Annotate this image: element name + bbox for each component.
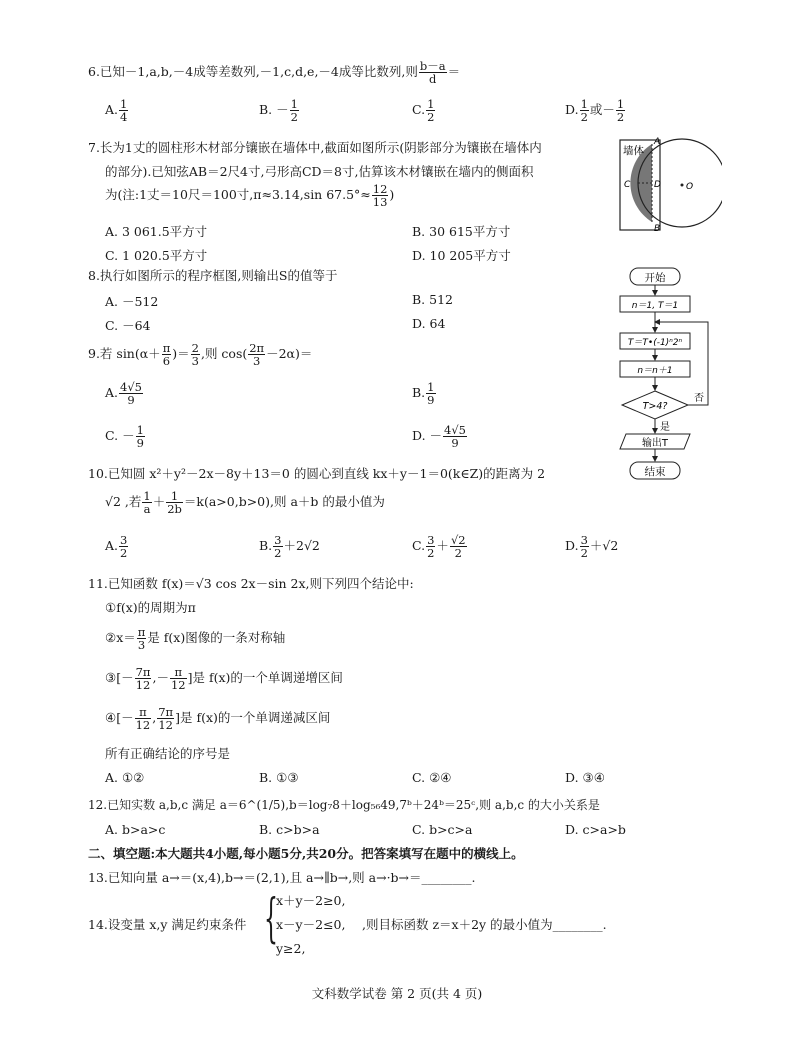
frac-num: 3 bbox=[427, 533, 435, 547]
claim-b: ]是 f(x)的一个单调递减区间 bbox=[175, 710, 331, 726]
q10-option-a bbox=[105, 534, 129, 559]
opt-frac bbox=[443, 424, 467, 449]
claim-a: ④[－ bbox=[105, 710, 134, 726]
q10-l2a: √2 ,若 bbox=[105, 494, 142, 510]
q14-brace: { bbox=[264, 890, 278, 951]
frac-num: 4√5 bbox=[120, 380, 142, 394]
frac-num: 1 bbox=[427, 380, 435, 394]
q9-frac3 bbox=[248, 342, 265, 367]
frac-num: 3 bbox=[120, 533, 128, 547]
flow-incr-label: n＝n＋1 bbox=[637, 366, 673, 376]
q7-option-d: D. 10 205平方寸 bbox=[412, 248, 511, 263]
q10-option-b bbox=[259, 534, 320, 559]
frac-den: 2 bbox=[290, 110, 298, 125]
q11-claim-1: ①f(x)的周期为π bbox=[105, 600, 196, 615]
q9-s2: )＝ bbox=[172, 346, 190, 362]
opt-prefix: D. bbox=[565, 102, 579, 118]
label-d: D bbox=[654, 180, 661, 190]
q6-frac-num: b－a bbox=[419, 59, 446, 73]
frac-den: 2 bbox=[427, 110, 435, 125]
section2-heading: 二、填空题:本大题共4小题,每小题5分,共20分。把答案填写在题中的横线上。 bbox=[88, 846, 524, 861]
frac-den: a bbox=[143, 502, 151, 517]
opt-frac bbox=[426, 381, 435, 406]
frac-den: 12 bbox=[135, 718, 151, 733]
q11-option-b: B. ①③ bbox=[259, 770, 299, 785]
q10-l2c: ＝k(a>0,b>0),则 a＋b 的最小值为 bbox=[183, 494, 385, 510]
q8-option-a: A. －512 bbox=[105, 294, 159, 309]
frac-num: 1 bbox=[580, 97, 588, 111]
claim-b: 是 f(x)图像的一条对称轴 bbox=[147, 630, 286, 646]
opt-frac bbox=[580, 534, 589, 559]
opt-mid: ＋ bbox=[436, 538, 449, 554]
q9-frac1 bbox=[162, 342, 172, 367]
frac-den: 2 bbox=[274, 546, 282, 561]
opt-frac bbox=[119, 98, 128, 123]
opt-frac bbox=[273, 534, 282, 559]
frac-den: 12 bbox=[170, 678, 186, 693]
q9-s3: ,则 cos( bbox=[200, 346, 248, 362]
opt-prefix: A. bbox=[105, 385, 119, 401]
q14-pre: 14.设变量 x,y 满足约束条件 bbox=[88, 917, 247, 932]
frac-num: 3 bbox=[274, 533, 282, 547]
q14-post: ,则目标函数 z＝x＋2y 的最小值为________. bbox=[362, 917, 607, 932]
frac-den: 2 bbox=[427, 546, 435, 561]
q10-line1: 10.已知圆 x²＋y²－2x－8y＋13＝0 的圆心到直线 kx＋y－1＝0(k∈Z)的距离为 2 bbox=[88, 466, 546, 481]
q11-claim-3 bbox=[105, 666, 343, 691]
frac-num: 2 bbox=[191, 341, 199, 355]
q7-line2: 的部分).已知弦AB＝2尺4寸,弓形高CD＝8寸,估算该木材镶嵌在墙内的侧面积 bbox=[105, 164, 534, 179]
opt-tail: ＋2√2 bbox=[283, 538, 320, 554]
frac-num: 7π bbox=[158, 705, 174, 719]
frac-num: √2 bbox=[450, 533, 466, 547]
q9-option-d bbox=[412, 424, 468, 449]
frac-num: 12 bbox=[372, 182, 388, 196]
q12-option-c: C. b>c>a bbox=[412, 822, 473, 837]
frac-num: 1 bbox=[427, 97, 435, 111]
claim-frac-1 bbox=[135, 666, 152, 691]
frac-num: π bbox=[174, 665, 183, 679]
label-b: B bbox=[654, 224, 661, 234]
flow-assign-label: T＝T•(-1)ⁿ2ⁿ bbox=[627, 338, 683, 348]
claim-frac-1 bbox=[135, 706, 152, 731]
frac-den: 4 bbox=[120, 110, 128, 125]
opt-frac-2 bbox=[450, 534, 467, 559]
q12-option-a: A. b>a>c bbox=[105, 822, 166, 837]
opt-frac bbox=[426, 98, 435, 123]
q11-claim-2 bbox=[105, 626, 285, 651]
opt-prefix: D. － bbox=[412, 428, 443, 444]
frac-den: 3 bbox=[248, 354, 265, 367]
opt-prefix: A. bbox=[105, 102, 119, 118]
claim-a: ③[－ bbox=[105, 670, 134, 686]
opt-prefix: B. － bbox=[259, 102, 289, 118]
frac-den: 13 bbox=[372, 195, 388, 210]
label-c: C bbox=[624, 180, 631, 190]
q10-option-d bbox=[565, 534, 618, 559]
q8-option-d: D. 64 bbox=[412, 316, 446, 331]
flowchart bbox=[600, 262, 718, 482]
frac-den: 3 bbox=[137, 638, 146, 653]
q14-constraint-2: x－y－2≤0, bbox=[276, 917, 346, 932]
q11-option-a: A. ①② bbox=[105, 770, 145, 785]
q8-option-c: C. －64 bbox=[105, 318, 151, 333]
frac-den: 9 bbox=[136, 436, 144, 451]
opt-frac bbox=[136, 424, 145, 449]
flow-no-label: 否 bbox=[694, 393, 704, 404]
q14-constraint-1: x＋y－2≥0, bbox=[276, 893, 346, 908]
q9-option-b bbox=[412, 381, 437, 406]
frac-num: 4√5 bbox=[444, 423, 466, 437]
q11-stem: 11.已知函数 f(x)＝√3 cos 2x－sin 2x,则下列四个结论中: bbox=[88, 576, 414, 591]
frac-num: 2π bbox=[249, 341, 265, 355]
opt-mid: 或－ bbox=[589, 102, 615, 118]
label-wall: 墙体 bbox=[623, 145, 644, 157]
q7-line1: 7.长为1丈的圆柱形木材部分镶嵌在墙体中,截面如图所示(阴影部分为镶嵌在墙体内 bbox=[88, 140, 542, 155]
center-point bbox=[681, 184, 684, 187]
q10-frac1 bbox=[142, 490, 151, 515]
opt-frac bbox=[119, 534, 128, 559]
frac-num: 1 bbox=[136, 423, 144, 437]
q6-option-c bbox=[412, 98, 436, 123]
q7-line3-text: 为(注:1丈＝10尺＝100寸,π≈3.14,sin 67.5°≈ bbox=[105, 187, 371, 203]
frac-num: 3 bbox=[580, 533, 588, 547]
q10-l2b: ＋ bbox=[152, 494, 166, 510]
claim-mid: ,－ bbox=[152, 670, 169, 686]
q9-option-a bbox=[105, 381, 144, 406]
q7-fraction bbox=[372, 183, 389, 208]
q6-fraction bbox=[419, 60, 447, 85]
frac-num: π bbox=[139, 705, 147, 719]
frac-den: 12 bbox=[158, 718, 173, 733]
q11-option-d: D. ③④ bbox=[565, 770, 605, 785]
frac-num: π bbox=[137, 625, 146, 639]
q13-stem: 13.已知向量 a→＝(x,4),b→＝(2,1),且 a→∥b→,则 a→·b→＝________. bbox=[88, 870, 476, 885]
q6-option-d bbox=[565, 98, 626, 123]
frac-den: 9 bbox=[443, 436, 467, 449]
wall-circle-figure bbox=[612, 136, 722, 234]
q7-option-a: A. 3 061.5平方寸 bbox=[105, 224, 208, 239]
claim-b: ]是 f(x)的一个单调递增区间 bbox=[187, 670, 343, 686]
opt-prefix: A. bbox=[105, 538, 119, 554]
claim-frac-2 bbox=[170, 666, 187, 691]
q9-option-c bbox=[105, 424, 146, 449]
frac-den: 2b bbox=[167, 502, 182, 517]
flow-yes-label: 是 bbox=[660, 422, 670, 433]
claim-frac bbox=[137, 626, 147, 651]
opt-tail: ＋√2 bbox=[589, 538, 619, 554]
opt-prefix: C. － bbox=[105, 428, 135, 444]
q11-claim-4 bbox=[105, 706, 330, 731]
q6-option-a bbox=[105, 98, 129, 123]
opt-frac bbox=[580, 98, 589, 123]
frac-num: 7π bbox=[135, 665, 151, 679]
claim-frac-2 bbox=[157, 706, 174, 731]
q6-option-b bbox=[259, 98, 300, 123]
opt-prefix: C. bbox=[412, 102, 426, 118]
q7-option-b: B. 30 615平方寸 bbox=[412, 224, 511, 239]
frac-den: 6 bbox=[162, 354, 171, 369]
opt-prefix: D. bbox=[565, 538, 579, 554]
opt-prefix: B. bbox=[259, 538, 273, 554]
q10-frac2 bbox=[166, 490, 183, 515]
frac-den: 9 bbox=[119, 393, 143, 406]
opt-frac bbox=[426, 534, 435, 559]
flow-cond-label: T>4? bbox=[642, 401, 668, 412]
frac-den: 2 bbox=[580, 110, 588, 125]
frac-den: 2 bbox=[616, 110, 625, 125]
q9-s4: －2α)＝ bbox=[266, 346, 313, 362]
flow-init-label: n＝1, T＝1 bbox=[631, 301, 679, 311]
frac-num: 1 bbox=[120, 97, 128, 111]
opt-frac bbox=[119, 381, 143, 406]
q11-ask: 所有正确结论的序号是 bbox=[105, 746, 231, 761]
flow-start-label: 开始 bbox=[644, 272, 666, 284]
frac-den: 2 bbox=[120, 546, 128, 561]
opt-prefix: C. bbox=[412, 538, 426, 554]
opt-frac bbox=[290, 98, 299, 123]
q14-constraint-3: y≥2, bbox=[276, 941, 306, 956]
q12-option-d: D. c>a>b bbox=[565, 822, 626, 837]
q12-stem: 12.已知实数 a,b,c 满足 a＝6^(1/5),b＝log₇8＋log₅₆49,7ᵇ＋24ᵇ＝25ᶜ,则 a,b,c 的大小关系是 bbox=[88, 798, 600, 812]
q7-line3 bbox=[105, 183, 394, 208]
q9-stem bbox=[88, 342, 312, 367]
opt-frac-2 bbox=[616, 98, 625, 123]
label-o: O bbox=[686, 182, 694, 192]
page-footer: 文科数学试卷 第 2 页(共 4 页) bbox=[311, 986, 483, 1001]
q6-frac-den: d bbox=[419, 72, 447, 85]
q7-line3-tail: ) bbox=[389, 187, 395, 203]
q11-option-c: C. ②④ bbox=[412, 770, 452, 785]
frac-den: 2 bbox=[450, 546, 467, 559]
q9-s1: 9.若 sin(α＋ bbox=[88, 346, 161, 362]
frac-num: 1 bbox=[616, 97, 625, 111]
frac-num: 1 bbox=[170, 489, 179, 503]
frac-den: 2 bbox=[580, 546, 588, 561]
q10-option-c bbox=[412, 534, 468, 559]
frac-den: 12 bbox=[135, 678, 151, 693]
frac-num: π bbox=[162, 341, 171, 355]
frac-den: 3 bbox=[191, 354, 199, 369]
claim-a: ②x＝ bbox=[105, 630, 136, 646]
q6-stem-text: 6.已知－1,a,b,－4成等差数列,－1,c,d,e,－4成等比数列,则 bbox=[88, 64, 418, 80]
frac-num: 1 bbox=[290, 97, 298, 111]
claim-mid: , bbox=[152, 710, 157, 726]
q10-line2 bbox=[105, 490, 385, 515]
opt-prefix: B. bbox=[412, 385, 426, 401]
q6-tail: ＝ bbox=[447, 64, 461, 80]
q8-stem: 8.执行如图所示的程序框图,则输出S的值等于 bbox=[88, 268, 338, 283]
q7-option-c: C. 1 020.5平方寸 bbox=[105, 248, 208, 263]
q8-option-b: B. 512 bbox=[412, 292, 453, 307]
q9-frac2 bbox=[191, 342, 200, 367]
flow-output-label: 输出T bbox=[641, 438, 669, 449]
q12-option-b: B. c>b>a bbox=[259, 822, 320, 837]
frac-num: 1 bbox=[143, 489, 151, 503]
label-a: A bbox=[654, 137, 661, 147]
flow-end-label: 结束 bbox=[644, 466, 666, 478]
frac-den: 9 bbox=[427, 393, 435, 408]
q6-stem bbox=[88, 60, 460, 85]
